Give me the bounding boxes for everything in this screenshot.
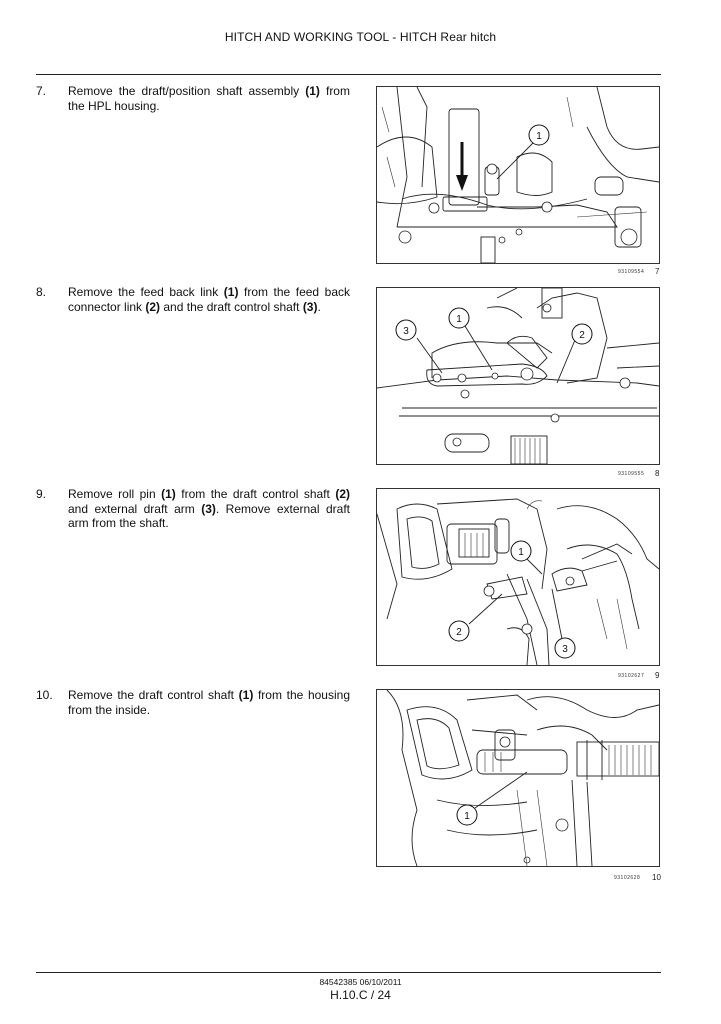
step-text: Remove the draft control shaft (1) from the housing from the inside. — [68, 688, 350, 717]
footer-rule — [36, 972, 661, 973]
figure-code: 93102627 — [618, 673, 645, 679]
figure-draft-position-shaft — [376, 86, 660, 264]
callout-label: 1 — [536, 131, 542, 142]
figure-draft-control-shaft — [376, 689, 660, 867]
figure-illustration — [377, 690, 659, 866]
figure-number: 10 — [652, 873, 661, 882]
callout-label: 3 — [562, 644, 568, 655]
figure-roll-pin — [376, 488, 660, 666]
figure-number: 8 — [655, 469, 660, 478]
figure-illustration — [377, 489, 659, 665]
callout-label: 2 — [579, 330, 585, 341]
figure-illustration — [377, 288, 659, 464]
callout-label: 3 — [403, 326, 409, 337]
footer-doc-ref: 84542385 06/10/2011 — [319, 977, 402, 987]
figure-feedback-link — [376, 287, 660, 465]
step-text: Remove the feed back link (1) from the feed back connector link (2) and the draft control shaft (3). — [68, 285, 350, 314]
step-text: Remove the draft/position shaft assembly (1) from the HPL housing. — [68, 84, 350, 113]
callout-label: 2 — [456, 627, 462, 638]
step-text: Remove roll pin (1) from the draft control shaft (2) and external draft arm (3). Remove external draft arm from the shaft. — [68, 487, 350, 530]
figure-code: 93109554 — [618, 269, 645, 275]
figure-code: 93109555 — [618, 471, 645, 477]
callout-label: 1 — [456, 314, 462, 325]
step-number: 7. — [36, 84, 47, 98]
page-header-title: HITCH AND WORKING TOOL - HITCH Rear hitch — [224, 30, 497, 44]
figure-number: 7 — [655, 267, 660, 276]
footer-page-number: H.10.C / 24 — [330, 988, 391, 1002]
callout-label: 1 — [464, 811, 470, 822]
step-number: 8. — [36, 285, 47, 299]
step-number: 9. — [36, 487, 47, 501]
figure-illustration — [377, 87, 659, 263]
step-number: 10. — [36, 688, 53, 702]
figure-number: 9 — [655, 671, 660, 680]
figure-code: 93102628 — [614, 875, 641, 881]
callout-label: 1 — [518, 547, 524, 558]
header-rule — [36, 74, 661, 75]
